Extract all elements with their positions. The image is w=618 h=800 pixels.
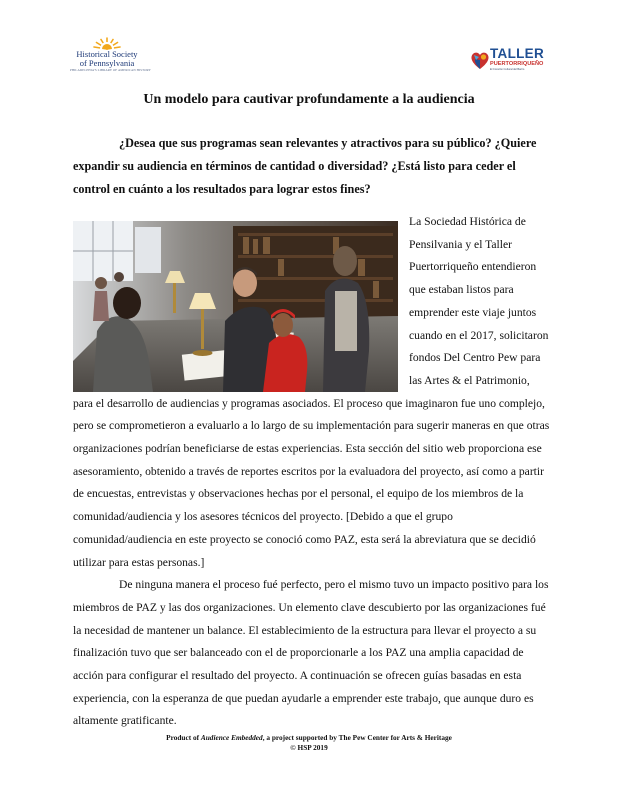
document-title: Un modelo para cautivar profundamente a la audiencia xyxy=(143,92,475,107)
intro-paragraph xyxy=(73,132,551,202)
heart-mark-icon xyxy=(470,49,490,71)
footer-copyright: © HSP 2019 xyxy=(290,743,328,752)
taller-tagline: El Corazón Cultural del Barrio xyxy=(490,68,525,71)
hsp-name-line2: of Pennsylvania xyxy=(79,58,135,68)
footer-prefix: Product of xyxy=(166,733,201,742)
paragraph-1: La Sociedad Histórica de Pensilvania y el Taller Puertorriqueño entendieron que estaban listos para emprender este viaje juntos cuando en el 2017, solicitaron fondos Del Centro Pew para las Artes & el Patrimonio, para el desarrollo de audiencias y programas asociados. El proceso que imaginaron fue uno complejo, pero se comprometieron a evaluarlo a lo largo de su implementación para sugerir maneras en que otras organizaciones podrían beneficiarse de estas experiencias. Esta sección del sitio web proporciona ese asesoramiento, obtenido a través de reportes escritos por la evaluadora del proyecto, así como a partir de encuestas, entrevistas y observaciones hechas por el personal, el equipo de los miembros de la comunidad/audiencia y los asesores técnicos del proyecto. [Debido a que el grupo comunidad/audiencia en este proyecto se conoció como PAZ, esta será la abreviatura que se decidió utilizar para estas personas.] xyxy=(73,215,550,569)
page-footer xyxy=(0,733,618,753)
photo-spacer xyxy=(73,211,409,392)
intro-text: ¿Desea que sus programas sean relevantes y atractivos para su público? ¿Quiere expandir su audiencia en términos de cantidad o diversidad? ¿Está listo para ceder el control en cuánto a los resultados para lograr estos fines? xyxy=(73,136,537,197)
footer-suffix: , a project supported by The Pew Center for Arts & Heritage xyxy=(262,733,452,742)
hsp-name-line1: Historical Society xyxy=(76,49,138,59)
taller-name: TALLER xyxy=(490,46,545,61)
taller-subname: PUERTORRIQUEÑO xyxy=(490,61,544,67)
footer-project-name: Audience Embedded xyxy=(200,733,263,742)
footer-credit xyxy=(0,733,618,743)
hsp-tagline: PHILADELPHIA'S LIBRARY OF AMERICAN HISTORY xyxy=(70,68,151,72)
taller-logo xyxy=(470,47,550,77)
body-text xyxy=(73,211,551,733)
paragraph-2: De ninguna manera el proceso fué perfecto, pero el mismo tuvo un impacto positivo para los miembros de PAZ y las dos organizaciones. Un elemento clave descubierto por las organizaciones fué la necesidad de mantener un balance. El establecimiento de la estructura para llevar el proyecto a su finalización tuvo que ser balanceado con el de proporcionarle a los PAZ una amplia capacidad de acción para configurar el resultado del proyecto. A continuación se ofrecen guías basadas en esta experiencia, con la esperanza de que puedan ayudarle a emprender este trabajo, que aunque duro es altamente gratificante. xyxy=(73,578,549,728)
hsp-logo xyxy=(70,36,151,72)
sunburst-icon xyxy=(92,36,122,50)
